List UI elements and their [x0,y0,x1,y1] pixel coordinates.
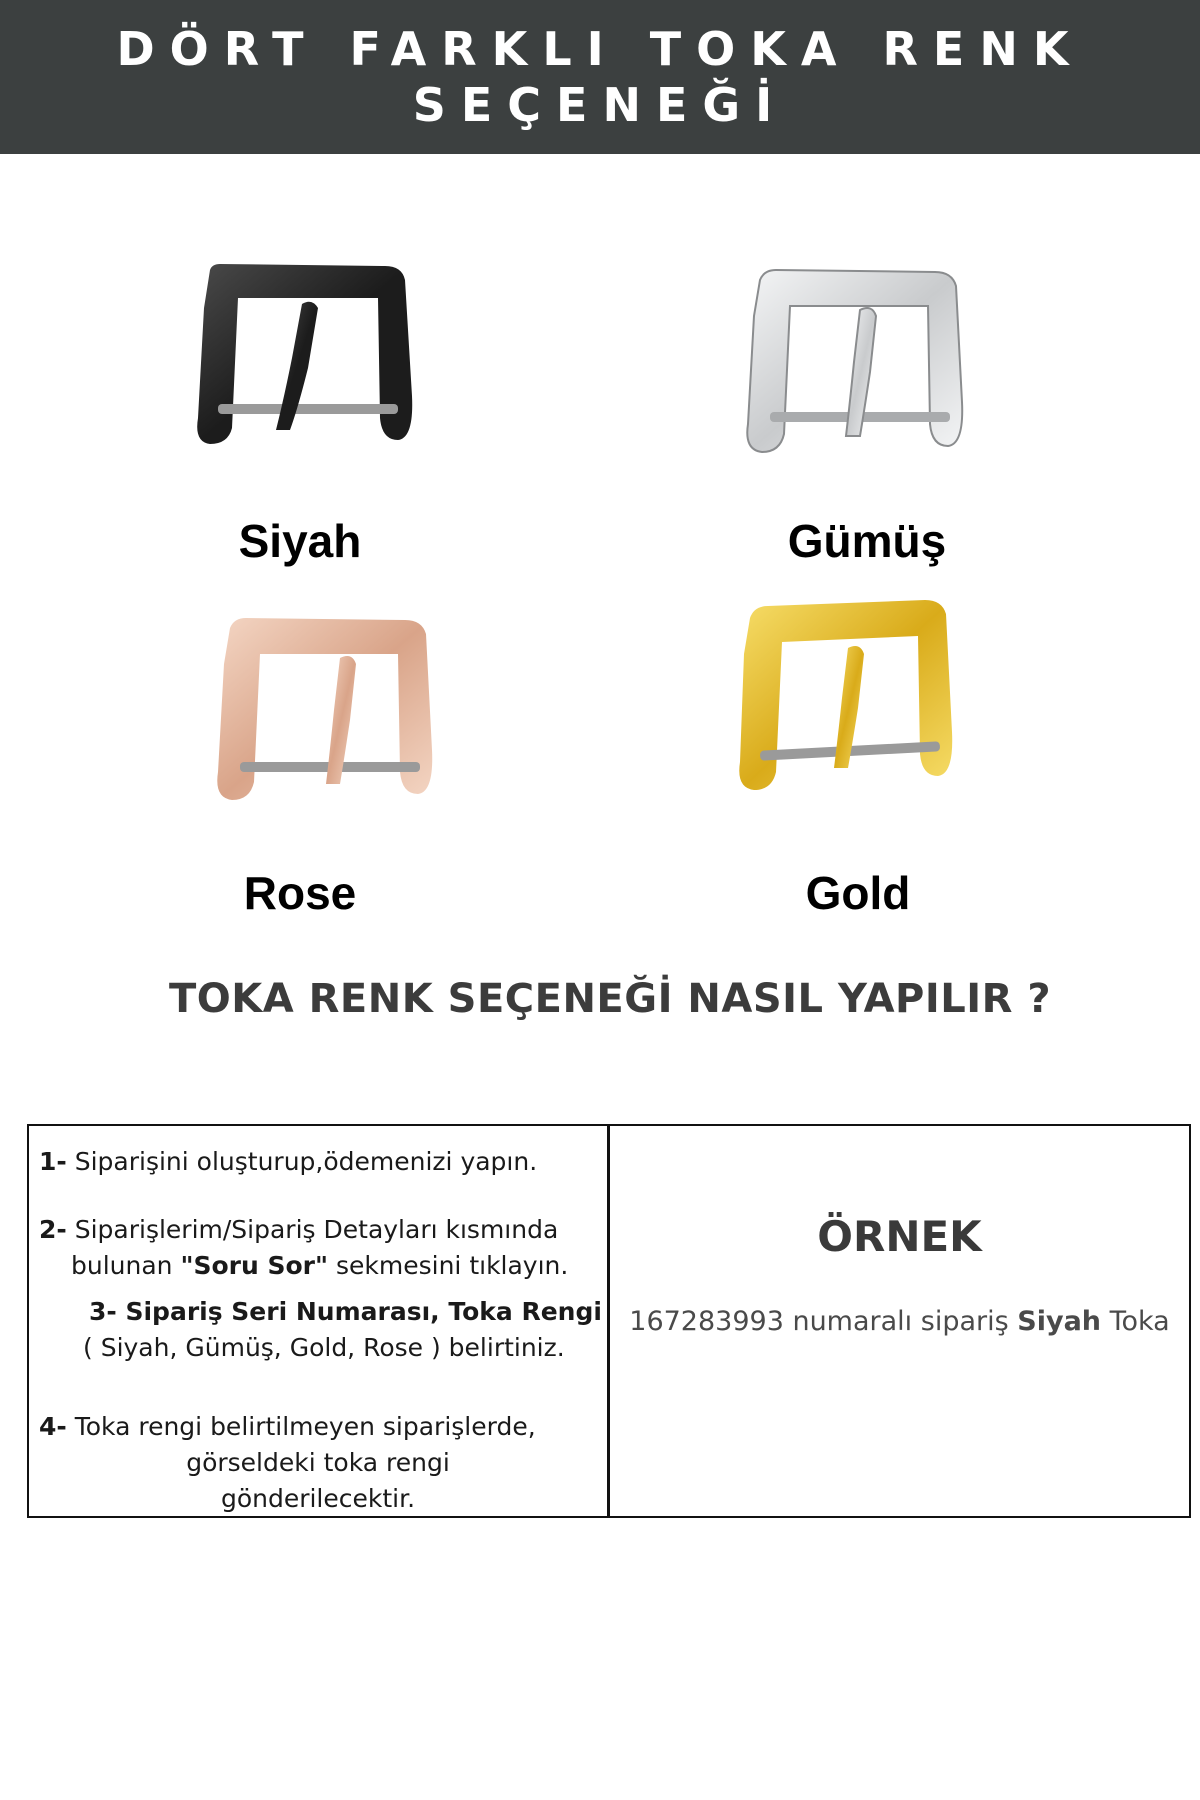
step-4-line-2 [29,1445,607,1481]
step-1-number: 1- [39,1147,67,1176]
buckle-image-gumus [730,262,990,462]
step-3-line-2-text: ( Siyah, Gümüş, Gold, Rose ) belirtiniz. [83,1333,565,1362]
step-2 [39,1212,558,1248]
step-2-line-2-text-b: sekmesini tıklayın. [328,1251,569,1280]
step-4-number: 4- [39,1412,67,1441]
example-text-a: 167283993 numaralı sipariş [629,1306,1018,1337]
step-4-line-3 [29,1481,607,1517]
step-4 [39,1409,536,1445]
header-banner [0,0,1200,154]
step-4-text: Toka rengi belirtilmeyen siparişlerde, [66,1412,536,1441]
step-3-line-2 [83,1330,565,1366]
step-2-line-2-text-a: bulunan [71,1251,181,1280]
color-label-gold: Gold [805,867,911,919]
example-text [610,1306,1189,1337]
steps-cell [29,1126,610,1516]
buckle-image-gold [720,596,980,796]
header-title-line-2: SEÇENEĞİ [412,78,788,132]
step-1-text: Siparişini oluşturup,ödemenizi yapın. [66,1147,538,1176]
step-3 [89,1294,602,1330]
example-text-b: Toka [1101,1306,1170,1337]
step-2-line-2 [71,1248,568,1284]
buckle-image-rose [200,610,460,810]
step-4-line-2-text: görseldeki toka rengi [186,1448,450,1477]
how-to-title: TOKA RENK SEÇENEĞİ NASIL YAPILIR ? [168,976,1052,1022]
header-title-line-1: DÖRT FARKLI TOKA RENK [116,22,1084,76]
example-title: ÖRNEK [817,1212,982,1261]
step-2-soru-sor: "Soru Sor" [180,1251,329,1280]
step-1 [39,1144,537,1180]
buckle-image-siyah [180,258,440,458]
step-2-number: 2- [39,1215,67,1244]
instructions-table [27,1124,1191,1518]
step-4-line-3-text: gönderilecektir. [220,1484,416,1513]
step-3-text: 3- Sipariş Seri Numarası, Toka Rengi [89,1297,602,1326]
example-cell [610,1126,1189,1516]
step-2-text: Siparişlerim/Sipariş Detayları kısmında [66,1215,559,1244]
example-color: Siyah [1017,1306,1102,1337]
color-label-siyah: Siyah [238,515,362,567]
color-label-rose: Rose [243,867,357,919]
color-label-gumus: Gümüş [787,515,947,567]
